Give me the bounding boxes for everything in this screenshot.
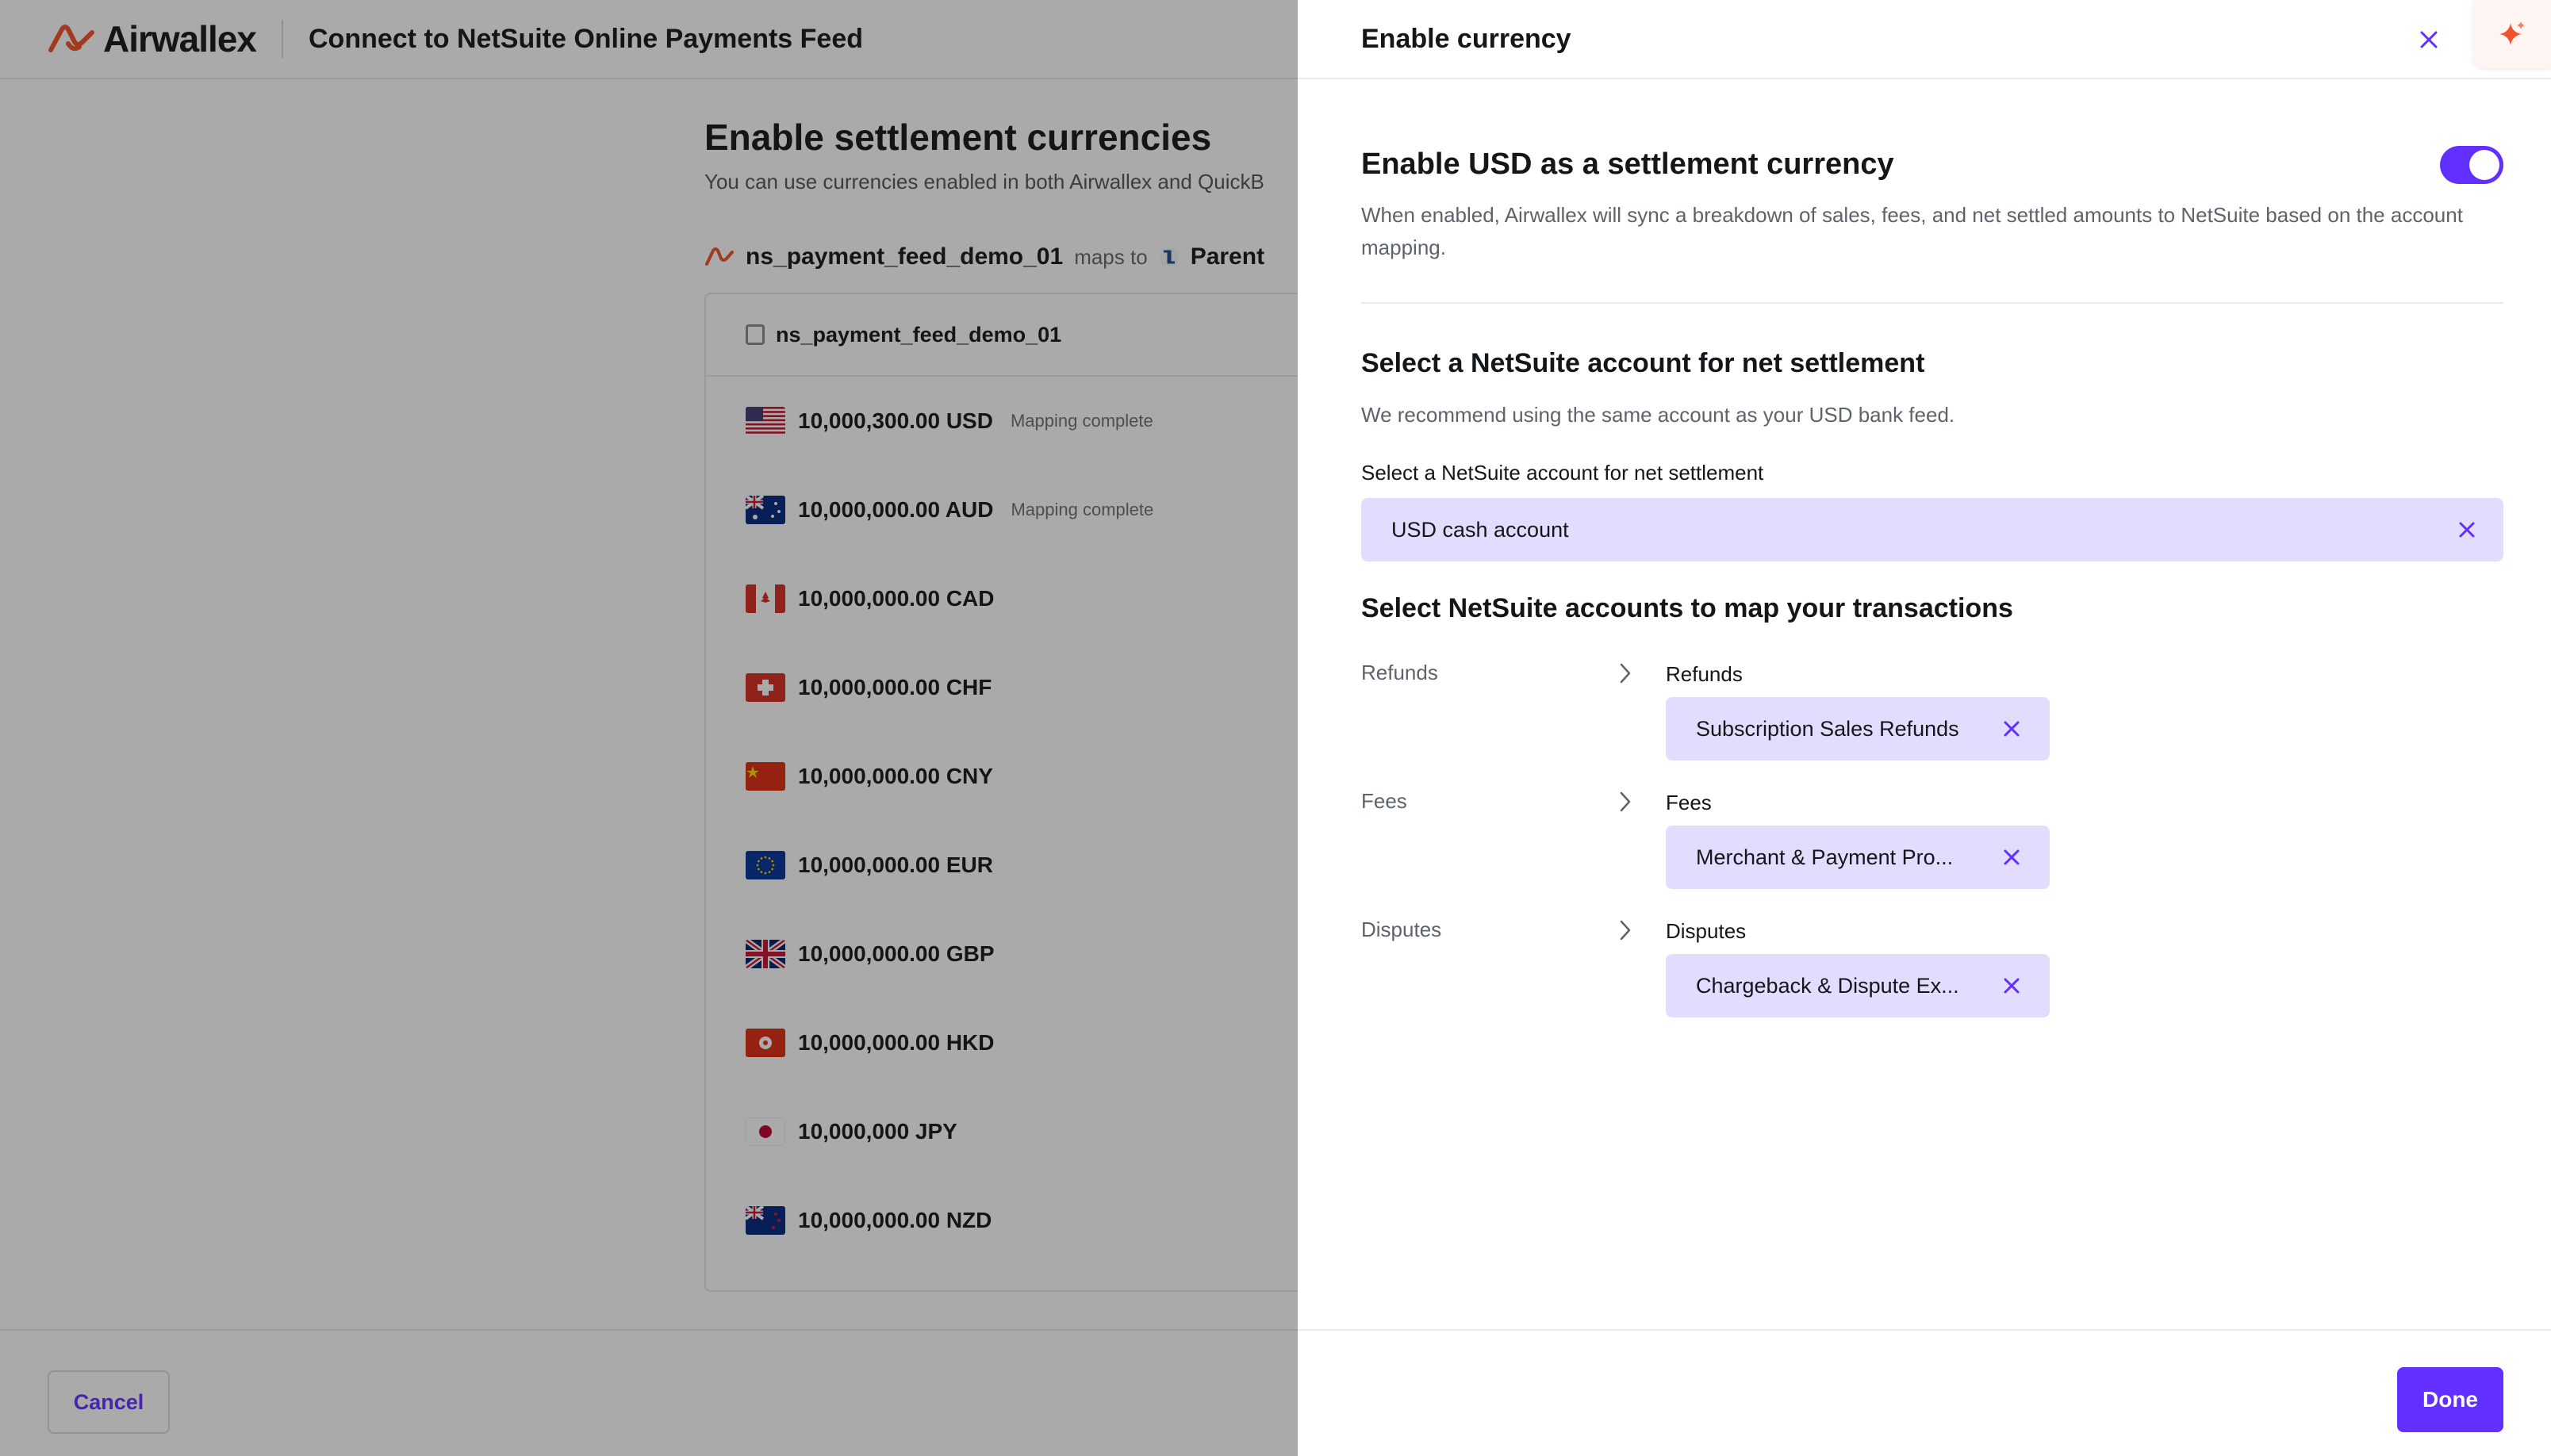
close-icon bbox=[2457, 520, 2476, 539]
toggle-knob bbox=[2469, 150, 2499, 180]
target-subsidiary: Parent bbox=[1190, 243, 1265, 270]
close-icon bbox=[2002, 719, 2021, 738]
logo-text: Airwallex bbox=[103, 18, 256, 59]
enable-section bbox=[1361, 79, 2503, 304]
currency-amount: 10,000,000.00 GBP bbox=[798, 941, 995, 966]
net-settlement-title: Select a NetSuite account for net settlement bbox=[1361, 348, 1925, 378]
net-settlement-field-label: Select a NetSuite account for net settlement bbox=[1361, 461, 1764, 485]
mapping-account-value: Merchant & Payment Pro... bbox=[1696, 845, 1954, 869]
currency-amount: 10,000,000.00 AUD bbox=[798, 497, 994, 522]
mapping-target-label: Fees bbox=[1666, 791, 1712, 814]
cancel-button[interactable]: Cancel bbox=[48, 1370, 170, 1434]
currency-amount: 10,000,000.00 CAD bbox=[798, 586, 995, 611]
mapping-source-label: Disputes bbox=[1361, 918, 1442, 941]
currency-amount: 10,000,000.00 HKD bbox=[798, 1030, 995, 1055]
mapping-source-label: Fees bbox=[1361, 789, 1407, 813]
page-title: Connect to NetSuite Online Payments Feed bbox=[309, 23, 864, 54]
currency-amount: 10,000,000.00 EUR bbox=[798, 853, 993, 877]
mapping-account-select[interactable] bbox=[1666, 826, 2050, 889]
mapping-account-value: Subscription Sales Refunds bbox=[1696, 716, 1959, 741]
drawer-footer bbox=[1298, 1329, 2551, 1456]
chevron-right-icon bbox=[1613, 659, 1637, 688]
close-icon bbox=[2419, 29, 2439, 50]
card-header-label: ns_payment_feed_demo_01 bbox=[776, 322, 1062, 347]
clear-mapping-button[interactable] bbox=[1996, 713, 2027, 745]
maps-to-label: maps to bbox=[1074, 244, 1148, 269]
drawer-body bbox=[1361, 79, 2503, 1027]
net-settlement-hint: We recommend using the same account as your USD bank feed. bbox=[1361, 403, 1955, 427]
mapping-target-label: Refunds bbox=[1666, 662, 1743, 686]
clear-mapping-button[interactable] bbox=[1996, 841, 2027, 873]
chevron-right-icon bbox=[1613, 787, 1637, 816]
mapping-account-value: Chargeback & Dispute Ex... bbox=[1696, 973, 1959, 998]
source-account: ns_payment_feed_demo_01 bbox=[746, 243, 1064, 270]
section-heading: Enable settlement currencies bbox=[704, 117, 1212, 158]
transaction-mapping-title: Select NetSuite accounts to map your transactions bbox=[1361, 593, 2013, 623]
mapping-item bbox=[1361, 770, 2503, 899]
mapping-item bbox=[1361, 899, 2503, 1027]
currency-amount: 10,000,000.00 CHF bbox=[798, 675, 992, 699]
mapping-list bbox=[1361, 642, 2503, 1027]
ai-assistant-button[interactable] bbox=[2473, 0, 2551, 68]
drawer-header bbox=[1298, 0, 2551, 79]
net-settlement-section bbox=[1361, 304, 2503, 561]
close-icon bbox=[2002, 976, 2021, 995]
close-icon bbox=[2002, 848, 2021, 867]
drawer-title: Enable currency bbox=[1361, 23, 1571, 54]
close-button[interactable] bbox=[2411, 22, 2446, 57]
mapping-account-select[interactable] bbox=[1666, 954, 2050, 1017]
mapping-source-label: Refunds bbox=[1361, 661, 1438, 684]
mapping-status: Mapping complete bbox=[1010, 411, 1153, 431]
mapping-status: Mapping complete bbox=[1011, 500, 1154, 519]
done-button[interactable]: Done bbox=[2397, 1367, 2503, 1432]
enable-description: When enabled, Airwallex will sync a breakdown of sales, fees, and net settled amounts to NetSuite based on the account mapping. bbox=[1361, 203, 2463, 259]
currency-amount: 10,000,000.00 CNY bbox=[798, 764, 993, 788]
mapping-item bbox=[1361, 642, 2503, 770]
enable-toggle[interactable] bbox=[2440, 146, 2503, 184]
currency-amount: 10,000,300.00 USD bbox=[798, 408, 993, 433]
net-settlement-select[interactable] bbox=[1361, 498, 2503, 561]
section-subtext: You can use currencies enabled in both Airwallex and QuickB bbox=[704, 170, 1264, 193]
transaction-mapping-section bbox=[1361, 593, 2503, 1027]
currency-amount: 10,000,000 JPY bbox=[798, 1119, 957, 1144]
mapping-target-label: Disputes bbox=[1666, 919, 1747, 943]
enable-title: Enable USD as a settlement currency bbox=[1361, 148, 1894, 181]
clear-net-settlement-button[interactable] bbox=[2451, 514, 2483, 546]
currency-amount: 10,000,000.00 NZD bbox=[798, 1208, 992, 1232]
net-settlement-value: USD cash account bbox=[1391, 517, 1569, 542]
mapping-account-select[interactable] bbox=[1666, 697, 2050, 761]
clear-mapping-button[interactable] bbox=[1996, 970, 2027, 1002]
enable-currency-drawer bbox=[1298, 0, 2551, 1456]
chevron-right-icon bbox=[1613, 916, 1637, 944]
sparkle-icon bbox=[2496, 18, 2528, 50]
